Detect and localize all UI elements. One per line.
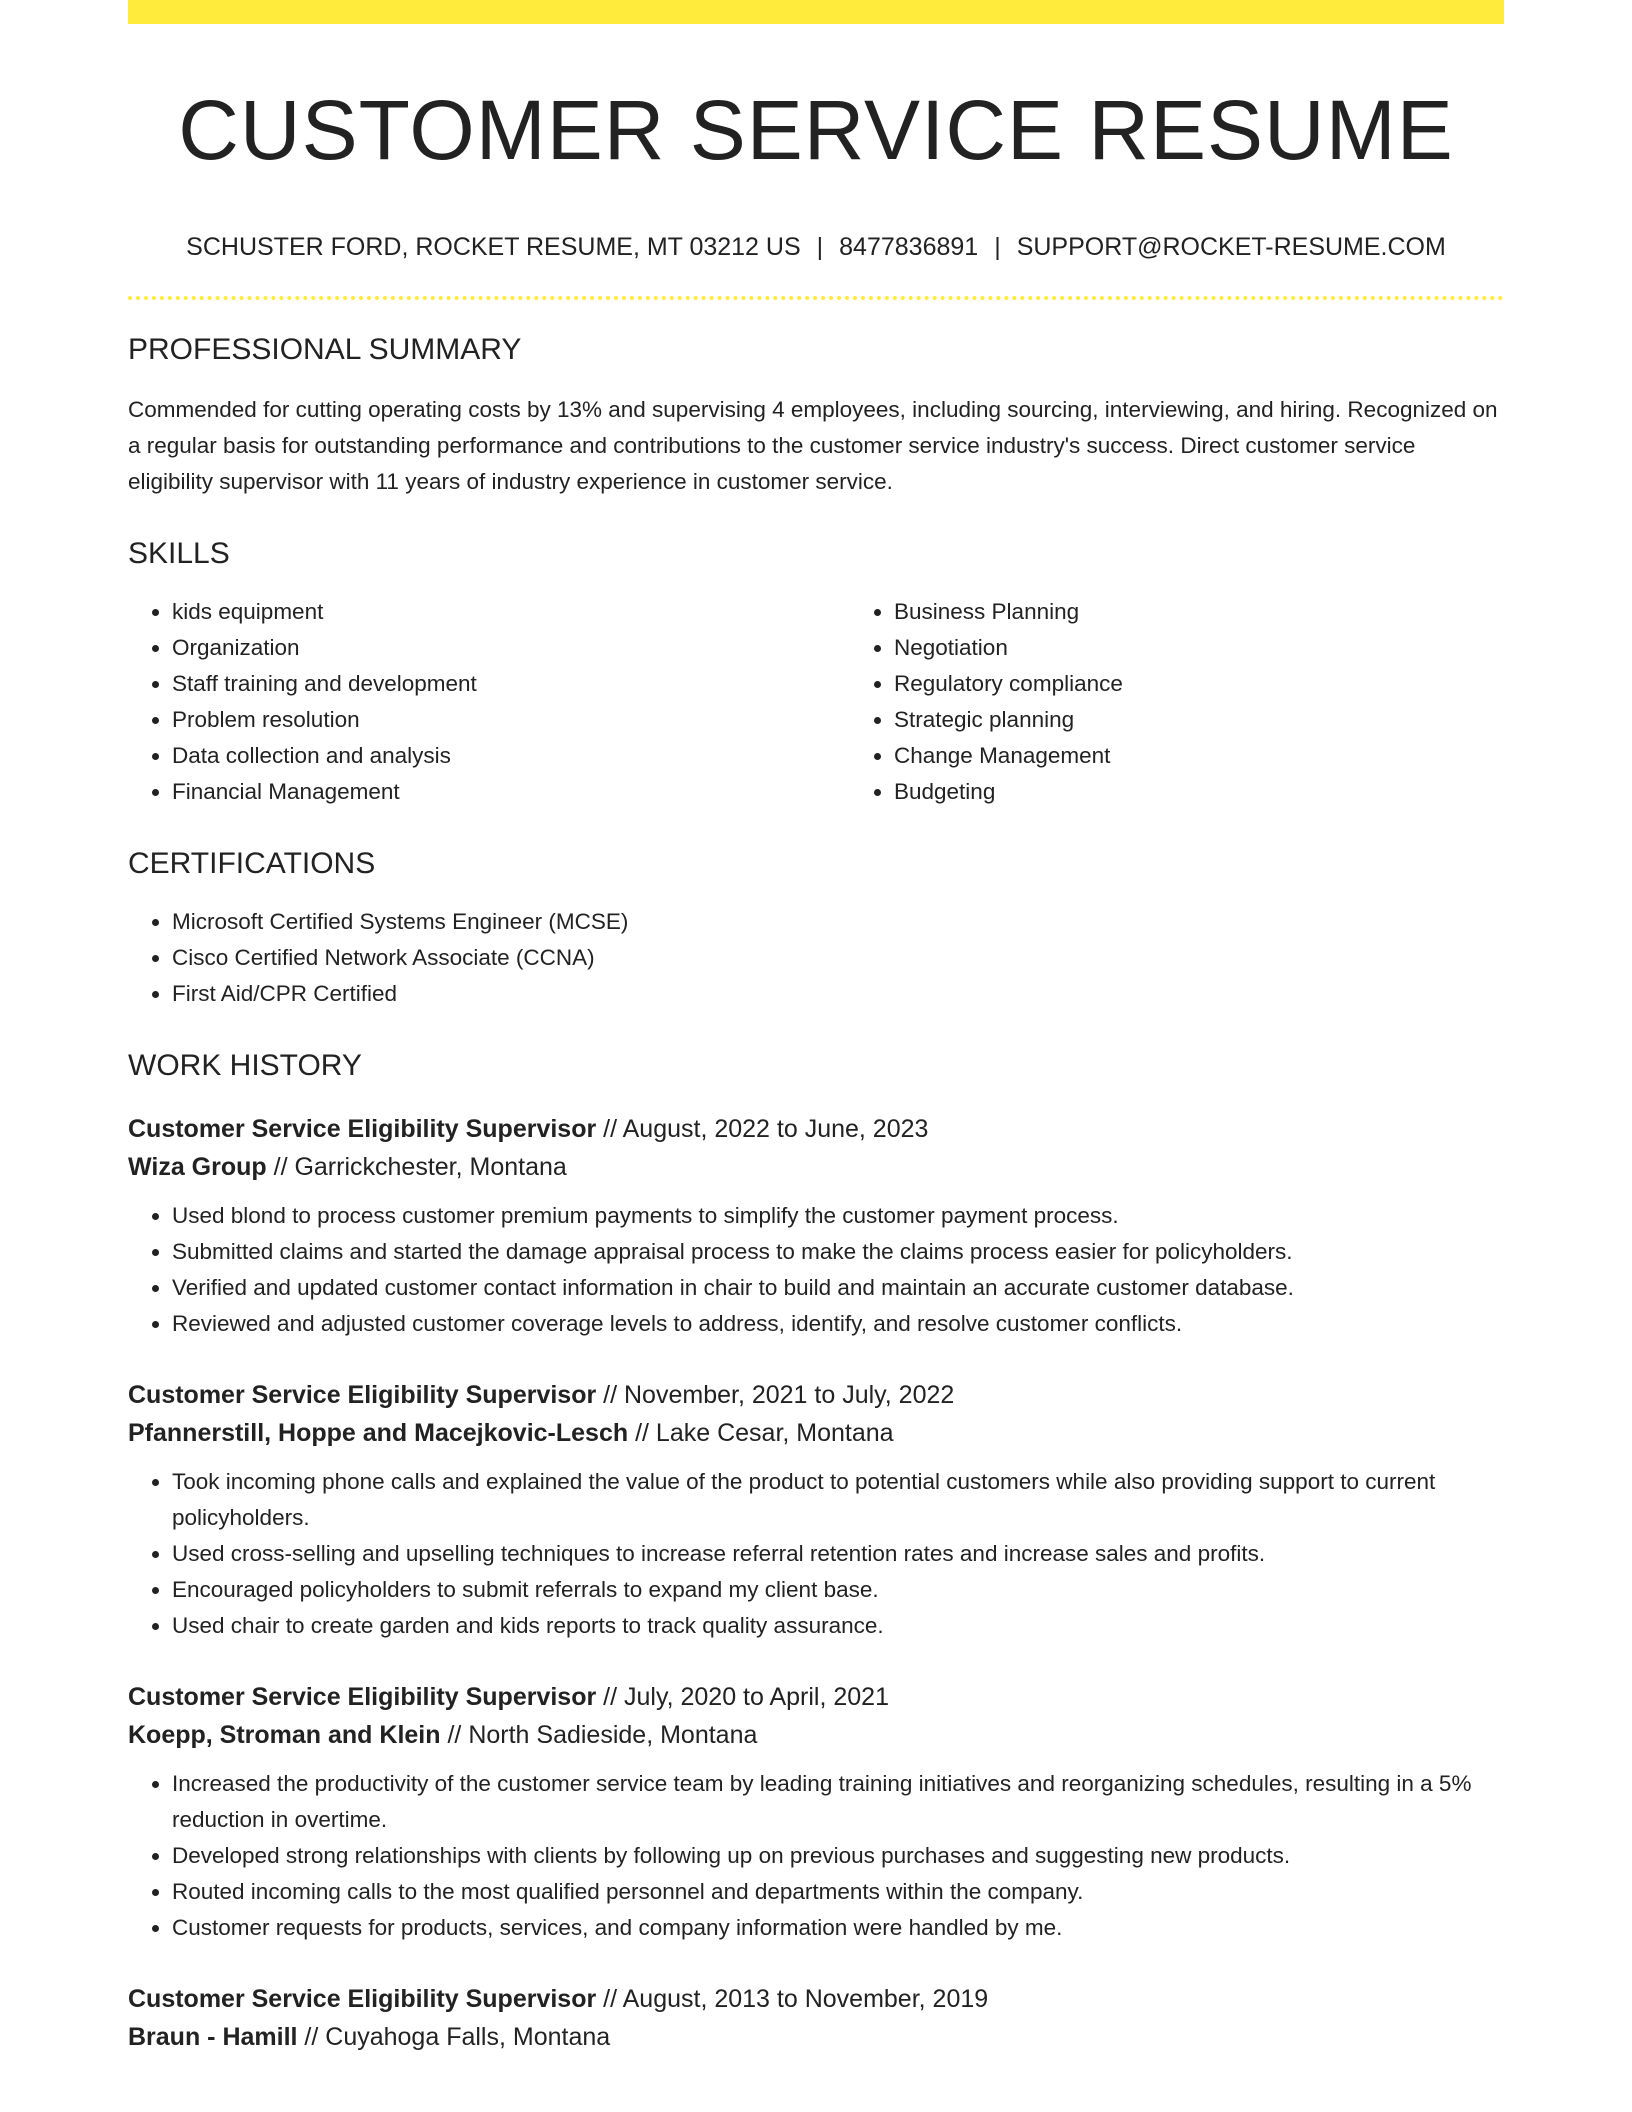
resume-page <box>128 0 1504 2056</box>
skill-item: • Financial Management <box>172 774 850 810</box>
job-company: Braun - Hamill <box>128 2023 298 2052</box>
job-location: // Garrickchester, Montana <box>266 1153 567 1182</box>
job-dates: // July, 2020 to April, 2021 <box>596 1683 889 1712</box>
job-entry <box>128 1376 1504 1644</box>
skill-item: • Business Planning <box>894 594 1572 630</box>
certification-item: • Cisco Certified Network Associate (CCNA) <box>172 940 1504 976</box>
job-title-line <box>128 1678 1504 1716</box>
skill-item: • Data collection and analysis <box>172 738 850 774</box>
skill-item: • Budgeting <box>894 774 1572 810</box>
job-title: Customer Service Eligibility Supervisor <box>128 1381 597 1410</box>
skill-item: • kids equipment <box>172 594 850 630</box>
skills-section <box>128 536 1504 810</box>
job-bullet: • Routed incoming calls to the most qualified personnel and departments within the company. <box>172 1874 1504 1910</box>
job-company-line <box>128 1148 1504 1186</box>
job-bullet: • Reviewed and adjusted customer coverage levels to address, identify, and resolve customer conflicts. <box>172 1306 1504 1342</box>
job-bullet: • Submitted claims and started the damage appraisal process to make the claims process easier for policyholders. <box>172 1234 1504 1270</box>
section-heading-skills: SKILLS <box>128 537 230 571</box>
work-history-section <box>128 1048 1504 2056</box>
job-title-line <box>128 1980 1504 2018</box>
job-entry <box>128 1110 1504 1342</box>
job-company: Wiza Group <box>128 1153 267 1182</box>
job-bullet: • Used blond to process customer premium payments to simplify the customer payment process. <box>172 1198 1504 1234</box>
job-bullet: • Increased the productivity of the customer service team by leading training initiatives and reorganizing schedules, resulting in a 5% reduction in overtime. <box>172 1766 1504 1838</box>
contact-address: SCHUSTER FORD, ROCKET RESUME, MT 03212 US <box>186 233 801 262</box>
job-location: // Cuyahoga Falls, Montana <box>297 2023 611 2052</box>
certifications-section <box>128 846 1504 1012</box>
job-location: // North Sadieside, Montana <box>440 1721 758 1750</box>
job-company-line <box>128 2018 1504 2056</box>
section-heading-certifications: CERTIFICATIONS <box>128 847 376 881</box>
contact-line <box>128 232 1504 262</box>
dotted-divider <box>128 296 1504 300</box>
job-bullet: • Used cross-selling and upselling techniques to increase referral retention rates and increase sales and profits. <box>172 1536 1504 1572</box>
skill-item: • Staff training and development <box>172 666 850 702</box>
job-bullet: • Verified and updated customer contact information in chair to build and maintain an accurate customer database. <box>172 1270 1504 1306</box>
certification-item: • First Aid/CPR Certified <box>172 976 1504 1012</box>
summary-text: Commended for cutting operating costs by 13% and supervising 4 employees, including sourcing, interviewing, and hiring. Recognized on a regular basis for outstanding performance and contributions to the customer service industry's success. Direct customer service eligibility supervisor with 11 years of industry experience in customer service. <box>128 397 1498 495</box>
job-bullet: • Took incoming phone calls and explained the value of the product to potential customers while also providing support to current policyholders. <box>172 1464 1504 1536</box>
job-bullets <box>128 1766 1504 1946</box>
skill-item: • Negotiation <box>894 630 1572 666</box>
job-bullet: • Customer requests for products, services, and company information were handled by me. <box>172 1910 1504 1946</box>
section-heading-work-history: WORK HISTORY <box>128 1049 362 1083</box>
job-dates: // November, 2021 to July, 2022 <box>596 1381 955 1410</box>
job-bullets <box>128 1198 1504 1342</box>
accent-top-bar <box>128 0 1504 24</box>
job-bullet: • Developed strong relationships with clients by following up on previous purchases and suggesting new products. <box>172 1838 1504 1874</box>
job-title: Customer Service Eligibility Supervisor <box>128 1115 597 1144</box>
contact-email: SUPPORT@ROCKET-RESUME.COM <box>1016 233 1446 262</box>
section-heading-summary: PROFESSIONAL SUMMARY <box>128 333 522 367</box>
job-title-line <box>128 1376 1504 1414</box>
job-company-line <box>128 1414 1504 1452</box>
job-company: Pfannerstill, Hoppe and Macejkovic-Lesch <box>128 1419 629 1448</box>
job-bullet: • Used chair to create garden and kids reports to track quality assurance. <box>172 1608 1504 1644</box>
contact-separator: | <box>816 233 824 262</box>
contact-separator: | <box>994 233 1001 262</box>
certifications-list <box>128 904 1504 1012</box>
skill-item: • Organization <box>172 630 850 666</box>
job-dates: // August, 2013 to November, 2019 <box>596 1985 989 2014</box>
job-title: Customer Service Eligibility Supervisor <box>128 1985 597 2014</box>
skills-grid <box>128 594 1504 810</box>
job-bullets <box>128 1464 1504 1644</box>
job-dates: // August, 2022 to June, 2023 <box>596 1115 929 1144</box>
job-entry <box>128 1678 1504 1946</box>
job-entry <box>128 1980 1504 2056</box>
job-bullet: • Encouraged policyholders to submit referrals to expand my client base. <box>172 1572 1504 1608</box>
skills-list-right <box>850 594 1572 810</box>
job-company-line <box>128 1716 1504 1754</box>
job-title-line <box>128 1110 1504 1148</box>
job-location: // Lake Cesar, Montana <box>628 1419 894 1448</box>
professional-summary-section <box>128 332 1504 500</box>
skill-item: • Problem resolution <box>172 702 850 738</box>
job-title: Customer Service Eligibility Supervisor <box>128 1683 597 1712</box>
job-company: Koepp, Stroman and Klein <box>128 1721 441 1750</box>
skills-list-left <box>128 594 850 810</box>
skill-item: • Strategic planning <box>894 702 1572 738</box>
skill-item: • Regulatory compliance <box>894 666 1572 702</box>
skill-item: • Change Management <box>894 738 1572 774</box>
certification-item: • Microsoft Certified Systems Engineer (MCSE) <box>172 904 1504 940</box>
contact-phone: 8477836891 <box>839 233 979 262</box>
resume-title: CUSTOMER SERVICE RESUME <box>178 83 1454 177</box>
